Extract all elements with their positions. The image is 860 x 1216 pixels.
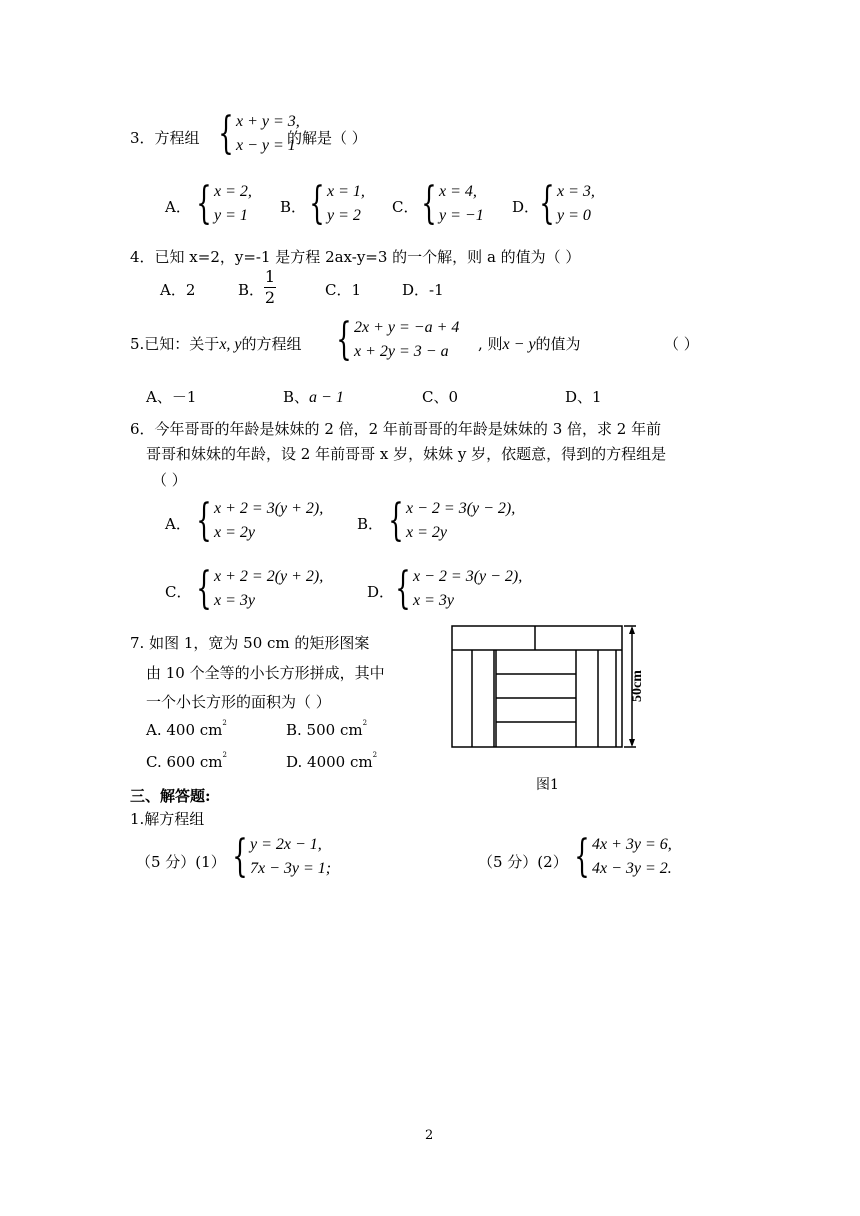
q6-option-a-label: A． bbox=[165, 515, 191, 533]
q4-text: 4．已知 x=2，y=-1 是方程 2ax-y=3 的一个解，则 a 的值为（ ） bbox=[130, 248, 581, 266]
q5-option-b-expr: a − 1 bbox=[309, 389, 344, 406]
q6-option-c-eq2: x = 3y bbox=[214, 592, 255, 609]
q3-option-c: { x = 4, y = −1 bbox=[421, 178, 484, 229]
q7-option-b-sup: 2 bbox=[362, 719, 368, 727]
q3-option-a-eq2: y = 1 bbox=[214, 207, 248, 224]
q6-option-c: { x + 2 = 2(y + 2), x = 3y bbox=[196, 563, 324, 614]
q6-line2: 哥哥和妹妹的年龄，设 2 年前哥哥 x 岁，妹妹 y 岁，依题意，得到的方程组是 bbox=[146, 445, 667, 463]
q7-option-b-text: B. 500 cm bbox=[286, 721, 363, 739]
q7-option-c bbox=[146, 753, 227, 771]
q6-option-d-eq2: x = 3y bbox=[413, 592, 454, 609]
q3-option-d-label: D． bbox=[512, 198, 540, 216]
q7-option-a bbox=[146, 721, 227, 739]
q6-line1: 6．今年哥哥的年龄是妹妹的 2 倍，2 年前哥哥的年龄是妹妹的 3 倍，求 2 年前 bbox=[130, 420, 662, 438]
figure-arrow-bottom bbox=[629, 739, 635, 747]
fraction-numerator: 1 bbox=[264, 267, 276, 286]
q3-option-a: { x = 2, y = 1 bbox=[196, 178, 252, 229]
q6-line3: （ ） bbox=[152, 471, 187, 489]
q3-system: { x + y = 3, x − y = 1 bbox=[218, 108, 300, 159]
q7-option-c-text: C. 600 cm bbox=[146, 753, 223, 771]
q3-option-b-label: B． bbox=[280, 198, 307, 216]
part-2-eq2: 4x − 3y = 2. bbox=[592, 860, 672, 877]
q3-eq1: x + y = 3, bbox=[236, 113, 300, 130]
q5-option-b bbox=[283, 386, 344, 407]
part-2-eq1: 4x + 3y = 6, bbox=[592, 836, 672, 853]
q7-line3: 一个小长方形的面积为（ ） bbox=[146, 693, 331, 711]
q6-option-a: { x + 2 = 3(y + 2), x = 2y bbox=[196, 495, 324, 546]
q3-option-c-eq2: y = −1 bbox=[439, 207, 484, 224]
q6-option-a-eq1: x + 2 = 3(y + 2), bbox=[214, 500, 324, 517]
part-1-system: { y = 2x − 1, 7x − 3y = 1; bbox=[232, 831, 332, 882]
q6-option-b-label: B． bbox=[357, 515, 384, 533]
figure-outer-rect bbox=[452, 626, 622, 747]
q5-option-a: A、－1 bbox=[146, 388, 197, 406]
fraction-denominator: 2 bbox=[264, 288, 276, 307]
q6-option-c-label: C． bbox=[165, 583, 192, 601]
q5-system: { 2x + y = −a + 4 x + 2y = 3 − a bbox=[336, 314, 460, 365]
q5-eq1: 2x + y = −a + 4 bbox=[354, 319, 460, 336]
q7-option-c-sup: 2 bbox=[222, 751, 227, 759]
q3-eq2: x − y = 1 bbox=[236, 137, 296, 154]
q4-option-b-label: B． bbox=[238, 281, 265, 299]
q7-option-a-sup: 2 bbox=[222, 719, 227, 727]
q3-suffix: 的解是（ ） bbox=[287, 129, 367, 147]
q6-option-d-label: D． bbox=[367, 583, 395, 601]
q5-expr: x − y bbox=[502, 336, 536, 353]
figure-arrow-top bbox=[629, 626, 635, 634]
q5-vars: x, y bbox=[219, 336, 242, 353]
q6-option-b-eq1: x − 2 = 3(y − 2), bbox=[406, 500, 516, 517]
q6-option-c-eq1: x + 2 = 2(y + 2), bbox=[214, 568, 324, 585]
q5-option-b-label: B、 bbox=[283, 388, 310, 406]
q7-option-d-text: D. 4000 cm bbox=[286, 753, 373, 771]
q7-option-d-sup: 2 bbox=[372, 751, 378, 759]
q5-prefix-text: 5.已知：关于 bbox=[130, 335, 220, 353]
q3-option-d: { x = 3, y = 0 bbox=[539, 178, 595, 229]
q3-option-b: { x = 1, y = 2 bbox=[309, 178, 365, 229]
q3-option-a-label: A． bbox=[165, 198, 191, 216]
q4-option-d: D．-1 bbox=[402, 281, 444, 299]
figure-caption: 图1 bbox=[536, 777, 559, 793]
q5-suffix bbox=[478, 333, 581, 354]
q5-suffix-b: 的值为 bbox=[535, 335, 581, 353]
q5-suffix-a: , 则 bbox=[478, 335, 503, 353]
q4-option-a: A．2 bbox=[160, 281, 196, 299]
q6-option-b: { x − 2 = 3(y − 2), x = 2y bbox=[388, 495, 516, 546]
q7-option-b bbox=[286, 721, 367, 739]
q5-mid-text: 的方程组 bbox=[241, 335, 302, 353]
q3-option-a-eq1: x = 2, bbox=[214, 183, 252, 200]
q5-option-c: C、0 bbox=[422, 388, 459, 406]
part-2-label: （5 分）(2） bbox=[478, 853, 568, 871]
q3-option-d-eq1: x = 3, bbox=[557, 183, 595, 200]
q3-option-c-eq1: x = 4, bbox=[439, 183, 477, 200]
q3-option-b-eq2: y = 2 bbox=[327, 207, 361, 224]
q4-option-c: C．1 bbox=[325, 281, 362, 299]
q7-line2: 由 10 个全等的小长方形拼成，其中 bbox=[146, 664, 385, 682]
rectangle-figure bbox=[450, 622, 650, 752]
q6-option-d: { x − 2 = 3(y − 2), x = 3y bbox=[395, 563, 523, 614]
q7-option-d bbox=[286, 753, 377, 771]
q3-option-b-eq1: x = 1, bbox=[327, 183, 365, 200]
part-1-label: （5 分）(1） bbox=[136, 853, 226, 871]
section-3-title: 三、解答题: bbox=[130, 787, 211, 805]
q5-answer-paren: （ ） bbox=[664, 335, 699, 353]
q5-option-d: D、1 bbox=[565, 388, 602, 406]
part-2-system: { 4x + 3y = 6, 4x − 3y = 2. bbox=[574, 831, 672, 882]
page-number: 2 bbox=[425, 1128, 434, 1143]
part-1-eq1: y = 2x − 1, bbox=[250, 836, 322, 853]
q3-option-d-eq2: y = 0 bbox=[557, 207, 591, 224]
q5-eq2: x + 2y = 3 − a bbox=[354, 343, 449, 360]
q6-option-b-eq2: x = 2y bbox=[406, 524, 447, 541]
q5-prefix bbox=[130, 333, 302, 354]
q3-option-c-label: C． bbox=[392, 198, 419, 216]
q3-prefix: 3．方程组 bbox=[130, 129, 200, 147]
q6-option-d-eq1: x − 2 = 3(y − 2), bbox=[413, 568, 523, 585]
q4-option-b-fraction bbox=[264, 268, 276, 307]
section-3-q1: 1.解方程组 bbox=[130, 810, 205, 828]
q7-line1: 7. 如图 1，宽为 50 cm 的矩形图案 bbox=[130, 634, 370, 652]
q6-option-a-eq2: x = 2y bbox=[214, 524, 255, 541]
q7-option-a-text: A. 400 cm bbox=[146, 721, 223, 739]
figure-dimension-label: 50cm bbox=[630, 670, 645, 702]
part-1-eq2: 7x − 3y = 1; bbox=[250, 860, 332, 877]
